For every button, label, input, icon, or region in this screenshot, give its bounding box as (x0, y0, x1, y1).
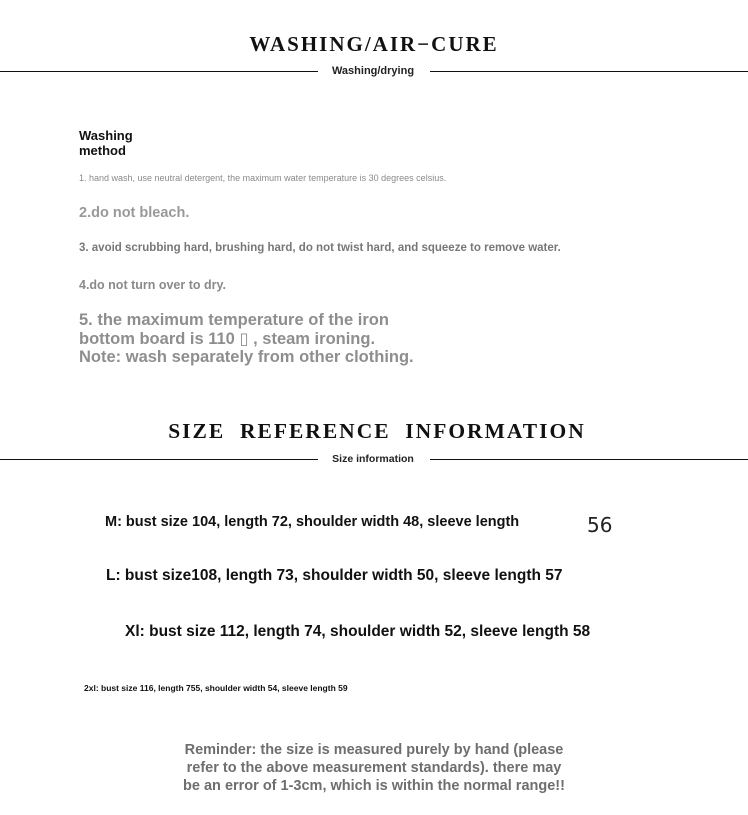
washing-title: WASHING/AIR−CURE (249, 32, 499, 56)
washing-item-5-line1: 5. the maximum temperature of the iron (79, 311, 389, 329)
size-divider-right (430, 459, 748, 460)
size-xl: Xl: bust size 112, length 74, shoulder width 52, sleeve length 58 (125, 623, 591, 640)
washing-divider-right (430, 71, 748, 72)
size-m: M: bust size 104, length 72, shoulder width 48, sleeve length (105, 514, 520, 530)
washing-item-3: 3. avoid scrubbing hard, brushing hard, do not twist hard, and squeeze to remove water. (79, 242, 561, 254)
reminder-line3: be an error of 1-3cm, which is within the normal range!! (183, 778, 565, 794)
size-divider-left (0, 459, 318, 460)
size-m-sleeve: 56 (587, 513, 613, 537)
washing-note: Note: wash separately from other clothing. (79, 348, 414, 366)
size-title: SIZE REFERENCE INFORMATION (168, 419, 586, 443)
washing-item-2: 2.do not bleach. (79, 205, 190, 221)
washing-item-5 (79, 311, 414, 367)
size-l: L: bust size108, length 73, shoulder width 50, sleeve length 57 (106, 567, 563, 584)
washing-divider-left (0, 71, 318, 72)
reminder-line2: refer to the above measurement standards). there may (186, 760, 562, 776)
washing-item-4: 4.do not turn over to dry. (79, 278, 226, 292)
reminder-line1: Reminder: the size is measured purely by hand (please (184, 742, 564, 758)
washing-item-1: 1. hand wash, use neutral detergent, the maximum water temperature is 30 degrees celsius. (79, 173, 447, 183)
washing-method-heading-line1: Washing (79, 128, 133, 143)
washing-item-5-line2: bottom board is 110 ▯ , steam ironing. (79, 329, 376, 348)
washing-subtitle: Washing/drying (331, 65, 415, 77)
washing-method-heading-line2: method (79, 143, 126, 158)
size-subtitle: Size information (332, 453, 414, 465)
washing-method-heading (79, 128, 133, 158)
size-2xl: 2xl: bust size 116, length 755, shoulder width 54, sleeve length 59 (84, 683, 348, 693)
reminder (0, 741, 748, 795)
